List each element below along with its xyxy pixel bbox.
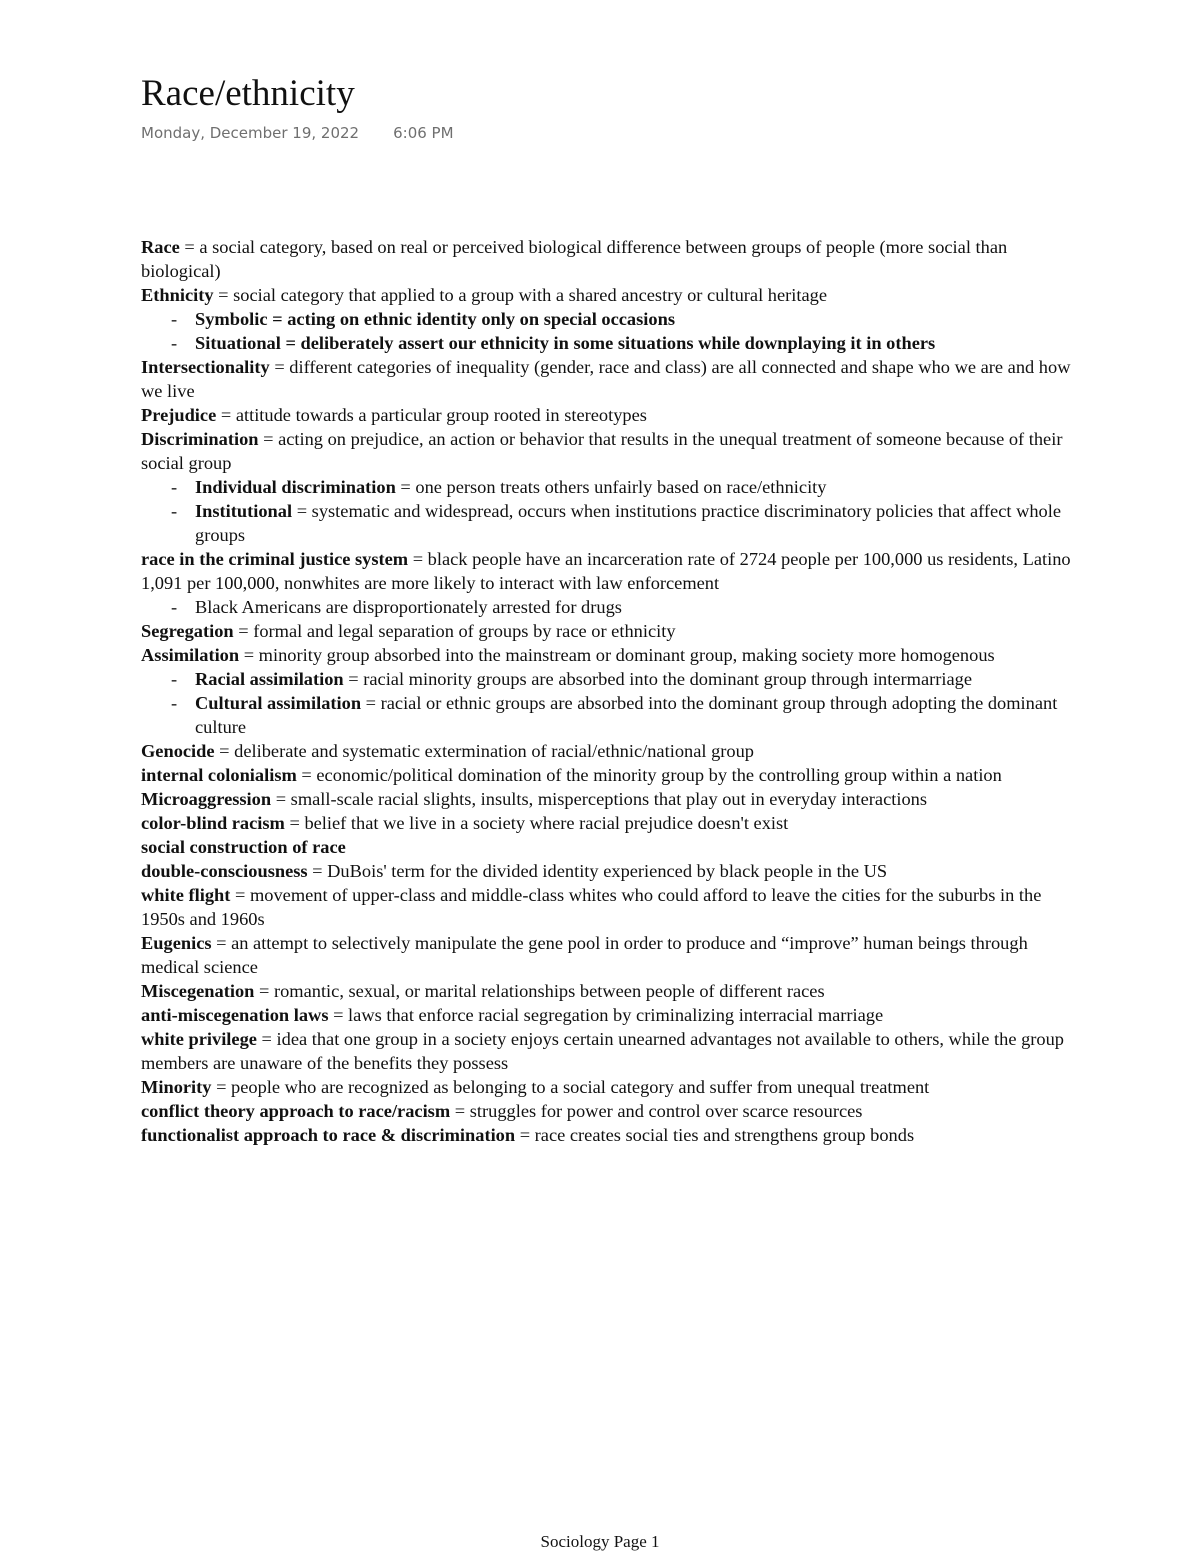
definition-line	[141, 763, 1071, 787]
term: internal colonialism	[141, 765, 297, 785]
note-timestamp	[141, 122, 454, 144]
definition-line	[141, 1027, 1071, 1075]
bullet-item	[195, 307, 1071, 331]
definition-line	[141, 739, 1071, 763]
definition-text: = idea that one group in a society enjoys certain unearned advantages not available to others, while the group members are unaware of the benefits they possess	[141, 1029, 1064, 1073]
definition-text: = belief that we live in a society where racial prejudice doesn't exist	[284, 813, 789, 833]
definition-line	[141, 1099, 1071, 1123]
term: white flight	[141, 885, 231, 905]
definition-line	[141, 547, 1071, 595]
definition-text: = systematic and widespread, occurs when institutions practice discriminatory policies that affect whole groups	[195, 501, 1062, 545]
definition-text: = social category that applied to a group with a shared ancestry or cultural heritage	[213, 285, 828, 305]
definition-line	[141, 403, 1071, 427]
bullet-item	[195, 691, 1071, 739]
definition-text: = struggles for power and control over scarce resources	[450, 1101, 863, 1121]
definition-text: = an attempt to selectively manipulate the gene pool in order to produce and “improve” human beings through medical science	[141, 933, 1028, 977]
definition-line	[141, 979, 1071, 1003]
definition-line	[141, 643, 1071, 667]
term: social construction of race	[141, 837, 346, 857]
term: Minority	[141, 1077, 212, 1097]
term: Symbolic = acting on ethnic identity only on special occasions	[195, 309, 675, 329]
definition-line	[141, 235, 1071, 283]
definition-line	[141, 859, 1071, 883]
term: Assimilation	[141, 645, 240, 665]
definition-line	[141, 883, 1071, 931]
term: race in the criminal justice system	[141, 549, 409, 569]
definition-text: = race creates social ties and strengthens group bonds	[515, 1125, 915, 1145]
bullet-item	[195, 475, 1071, 499]
definition-line	[141, 427, 1071, 475]
term: Institutional	[195, 501, 293, 521]
note-time: 6:06 PM	[393, 124, 454, 142]
term: Ethnicity	[141, 285, 214, 305]
definition-text: = deliberate and systematic extermination of racial/ethnic/national group	[214, 741, 754, 761]
definition-text: = racial or ethnic groups are absorbed into the dominant group through adopting the dominant culture	[195, 693, 1058, 737]
term: Intersectionality	[141, 357, 270, 377]
bullet-item	[195, 499, 1071, 547]
definition-text: = romantic, sexual, or marital relationships between people of different races	[254, 981, 825, 1001]
term: Miscegenation	[141, 981, 255, 1001]
definition-text: = black people have an incarceration rate of 2724 people per 100,000 us residents, Latino 1,091 per 100,000, nonwhites are more likely to interact with law enforcement	[141, 549, 1071, 593]
definition-text: Black Americans are disproportionately arrested for drugs	[195, 597, 622, 617]
term: Segregation	[141, 621, 234, 641]
term: Cultural assimilation	[195, 693, 362, 713]
definition-text: = small-scale racial slights, insults, misperceptions that play out in everyday interactions	[271, 789, 928, 809]
term: Eugenics	[141, 933, 212, 953]
definition-line	[141, 1003, 1071, 1027]
term: Discrimination	[141, 429, 259, 449]
definition-text: = formal and legal separation of groups by race or ethnicity	[233, 621, 676, 641]
definition-text: = a social category, based on real or perceived biological difference between groups of people (more social than biological)	[141, 237, 1008, 281]
definition-text: = racial minority groups are absorbed into the dominant group through intermarriage	[343, 669, 972, 689]
definition-line	[141, 811, 1071, 835]
definition-line	[141, 355, 1071, 403]
definition-text: = people who are recognized as belonging to a social category and suffer from unequal treatment	[211, 1077, 930, 1097]
definition-line	[141, 931, 1071, 979]
definition-text: = movement of upper-class and middle-class whites who could afford to leave the cities for the suburbs in the 1950s and 1960s	[141, 885, 1042, 929]
bullet-item	[195, 667, 1071, 691]
definition-line	[141, 835, 1071, 859]
notes-body	[141, 235, 1071, 1147]
definition-text: = different categories of inequality (gender, race and class) are all connected and shape who we are and how we live	[141, 357, 1071, 401]
term: Genocide	[141, 741, 215, 761]
page-footer: Sociology Page 1	[540, 1532, 660, 1551]
definition-text: = DuBois' term for the divided identity experienced by black people in the US	[307, 861, 888, 881]
note-date: Monday, December 19, 2022	[141, 124, 360, 142]
bullet-item	[195, 331, 1071, 355]
term: Race	[141, 237, 180, 257]
term: Prejudice	[141, 405, 217, 425]
page-title: Race/ethnicity	[141, 73, 355, 114]
term: Individual discrimination	[195, 477, 396, 497]
definition-line	[141, 619, 1071, 643]
definition-line	[141, 1123, 1071, 1147]
definition-line	[141, 787, 1071, 811]
term: anti-miscegenation laws	[141, 1005, 329, 1025]
term: Racial assimilation	[195, 669, 344, 689]
term: white privilege	[141, 1029, 257, 1049]
term: double-consciousness	[141, 861, 308, 881]
definition-text: = laws that enforce racial segregation by criminalizing interracial marriage	[328, 1005, 884, 1025]
definition-text: = acting on prejudice, an action or behavior that results in the unequal treatment of someone because of their social group	[141, 429, 1063, 473]
term: conflict theory approach to race/racism	[141, 1101, 451, 1121]
bullet-item	[195, 595, 1071, 619]
definition-line	[141, 1075, 1071, 1099]
term: functionalist approach to race & discrimination	[141, 1125, 516, 1145]
term: Microaggression	[141, 789, 272, 809]
definition-text: = economic/political domination of the minority group by the controlling group within a nation	[296, 765, 1002, 785]
definition-text: = minority group absorbed into the mainstream or dominant group, making society more homogenous	[239, 645, 995, 665]
term: Situational = deliberately assert our ethnicity in some situations while downplaying it in others	[195, 333, 936, 353]
term: color-blind racism	[141, 813, 285, 833]
definition-text: = one person treats others unfairly based on race/ethnicity	[395, 477, 827, 497]
definition-line	[141, 283, 1071, 307]
definition-text: = attitude towards a particular group rooted in stereotypes	[216, 405, 647, 425]
